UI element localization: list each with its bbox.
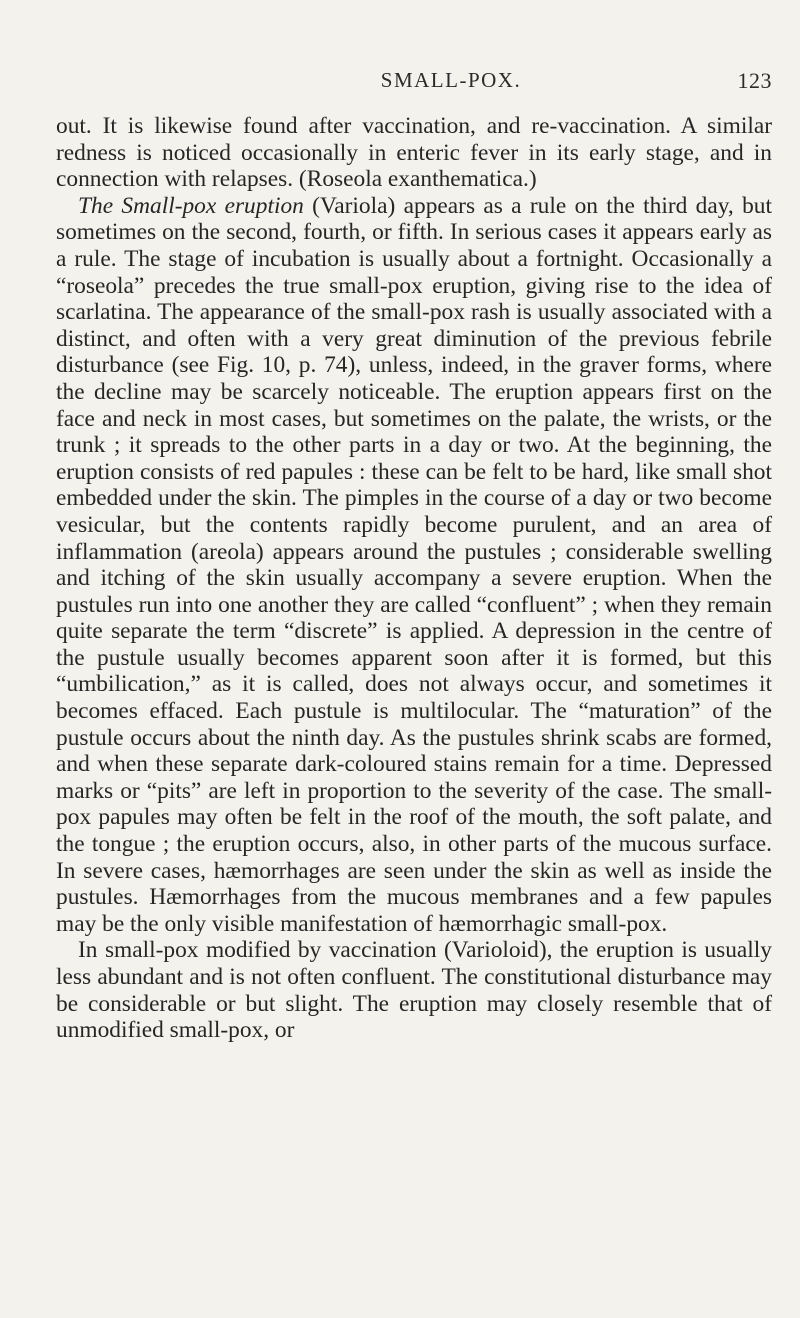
paragraph-lead-italic: The Small-pox eruption bbox=[78, 192, 304, 219]
paragraph-text: (Variola) appears as a rule on the third day, but sometimes on the second, fourth, or fifth. In serious cases it appears early as a rule. The stage of incubation is usually about a fortnight. Occasionally a “roseola” precedes the true small-pox eruption, giving rise to the idea of scarlatina. The appearance of the small-pox rash is usually associated with a distinct, and often with a very great diminution of the previous febrile disturbance (see Fig. 10, p. 74), unless, indeed, in the graver forms, where the decline may be scarcely noticeable. The eruption appears first on the face and neck in most cases, but sometimes on the palate, the wrists, or the trunk ; it spreads to the other parts in a day or two. At the beginning, the eruption consists of red papules : these can be felt to be hard, like small shot embedded under the skin. The pimples in the course of a day or two become vesicular, but the contents rapidly become purulent, and an area of inflammation (areola) appears around the pustules ; considerable swelling and itching of the skin usually accompany a severe eruption. When the pustules run into one another they are called “confluent” ; when they remain quite separate the term “discrete” is applied. A depression in the centre of the pustule usually becomes apparent soon after it is formed, but this “umbilication,” as it is called, does not always occur, and sometimes it becomes effaced. Each pustule is multilocular. The “maturation” of the pustule occurs about the ninth day. As the pustules shrink scabs are formed, and when these separate dark-coloured stains remain for a time. Depressed marks or “pits” are left in proportion to the severity of the case. The small-pox papules may often be felt in the roof of the mouth, the soft palate, and the tongue ; the eruption occurs, also, in other parts of the mucous surface. In severe cases, hæmorrhages are seen under the skin as well as inside the pustules. Hæmorrhages from the mucous membranes and a few papules may be the only visible manifestation of hæmorrhagic small-pox. bbox=[56, 192, 772, 937]
paragraph-varioloid bbox=[56, 937, 772, 1043]
paragraph-text: In small-pox modified by vaccination (Varioloid), the eruption is usually less abundant and is not often confluent. The constitutional disturbance may be considerable or but slight. The eruption may closely resemble that of unmodified small-pox, or bbox=[56, 937, 772, 1044]
paragraph-text: out. It is likewise found after vaccination, and re-vaccination. A similar redness is noticed occasionally in enteric fever in its early stage, and in connection with relapses. (Roseola exanthematica.) bbox=[56, 113, 772, 193]
running-title: SMALL-POX. bbox=[380, 68, 522, 92]
body-text bbox=[56, 113, 772, 1044]
paragraph-continuation bbox=[56, 113, 772, 193]
page-number: 123 bbox=[737, 68, 772, 93]
paragraph-small-pox-eruption bbox=[56, 193, 772, 938]
page-header bbox=[130, 68, 772, 98]
